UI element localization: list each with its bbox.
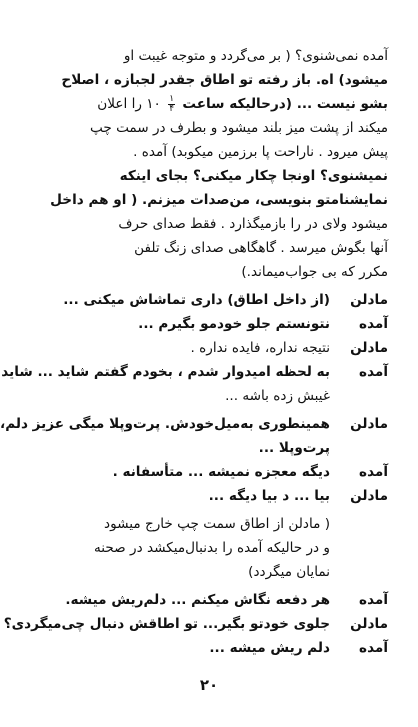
dialogue-row (34, 336, 388, 360)
page-number: ۲۰ (199, 676, 219, 694)
paragraph-line-part: را اعلان (97, 96, 142, 112)
clock-fraction: $\frac{۱}{۴}$ (169, 93, 175, 114)
dialogue-text: غیبش زده باشه ... (225, 388, 330, 404)
paragraph-line-part: بشو نیست ... (درحالیکه ساعت (182, 96, 388, 112)
paragraph-line: پیش میرود . ناراحت پا برزمین میکوبد) آمده . (133, 144, 388, 160)
paragraph-line: میشود) اه. باز رفته تو اطاق جقدر لجبازه ، اصلاح (61, 72, 388, 88)
stage-direction-line: نمایان میگردد) (248, 564, 330, 580)
dialogue-row (34, 460, 388, 484)
dialogue-continuation (34, 436, 388, 460)
dialogue-text: نتونستم جلو خودمو بگیرم ... (138, 316, 330, 332)
paragraph-line: آمده نمی‌شنوی؟ ( بر می‌گردد و متوجه غیبت او (123, 48, 388, 64)
speaker-name: آمده (359, 464, 388, 480)
dialogue-row (34, 312, 388, 336)
dialogue-text: جلوی خودتو بگیر... تو اطاقش دنبال چی‌میگردی؟ (3, 616, 330, 632)
paragraph-line: میکند از پشت میز بلند میشود و بطرف در سمت چپ (90, 120, 388, 136)
paragraph-line-with-clock (34, 92, 388, 116)
dialogue-text: (از داخل اطاق) داری تماشاش میکنی ... (63, 292, 330, 308)
dialogue-row (1, 360, 388, 384)
dialogue-text: هر دفعه نگاش میکنم ... دلم‌ریش میشه. (65, 592, 330, 608)
speaker-name: آمده (359, 364, 388, 380)
speaker-name: آمده (359, 316, 388, 332)
speaker-name: مادلن (350, 340, 388, 356)
dialogue-row (34, 636, 388, 660)
dialogue-row (34, 288, 388, 312)
dialogue-text: پرت‌وپلا ... (258, 440, 330, 456)
page-text-block (0, 44, 388, 660)
paragraph-line: نمایشنامتو بنویسی، من‌صدات میزنم. ( او هم داخل (50, 192, 388, 208)
dialogue-row (0, 412, 388, 436)
speaker-name: مادلن (350, 416, 388, 432)
dialogue-text: دلم ریش میشه ... (209, 640, 330, 656)
dialogue-row (34, 484, 388, 508)
dialogue-row (34, 588, 388, 612)
dialogue-text: دیگه معجزه نمیشه ... متأسفانه . (112, 464, 330, 480)
speaker-name: مادلن (350, 488, 388, 504)
clock-whole: ۱۰ (146, 96, 161, 112)
paragraph-line: آنها بگوش میرسد . گاهگاهی صدای زنگ تلفن (134, 240, 388, 256)
speaker-name: مادلن (350, 292, 388, 308)
dialogue-text: به لحظه امیدوار شدم ، بخودم گفتم شاید ... شاید (1, 364, 330, 380)
speaker-name: آمده (359, 640, 388, 656)
stage-direction-line: و در حالیکه آمده را بدنبال‌میکشد در صحنه (94, 540, 330, 556)
speaker-name: مادلن (350, 616, 388, 632)
paragraph-line: نمیشنوی؟ او‌نجا چکار میکنی؟ بجای اینکه (119, 168, 388, 184)
paragraph-line: میشود ولای در را بازمیگذارد . فقط صدای حرف (118, 216, 388, 232)
stage-direction-line: ( مادلن از اطاق سمت چپ خارج میشود (104, 516, 330, 532)
dialogue-text: همینطوری به‌میل‌خودش. پرت‌وپلا میگی عزیز دلم، (0, 416, 330, 432)
dialogue-row (3, 612, 388, 636)
paragraph-line: مکرر که بی جواب‌میماند.) (241, 264, 388, 280)
speaker-name: آمده (359, 592, 388, 608)
dialogue-text: نتیجه نداره، فایده نداره . (190, 340, 330, 356)
dialogue-text: بیا ... د بیا دیگه ... (208, 488, 330, 504)
dialogue-continuation (34, 384, 388, 408)
